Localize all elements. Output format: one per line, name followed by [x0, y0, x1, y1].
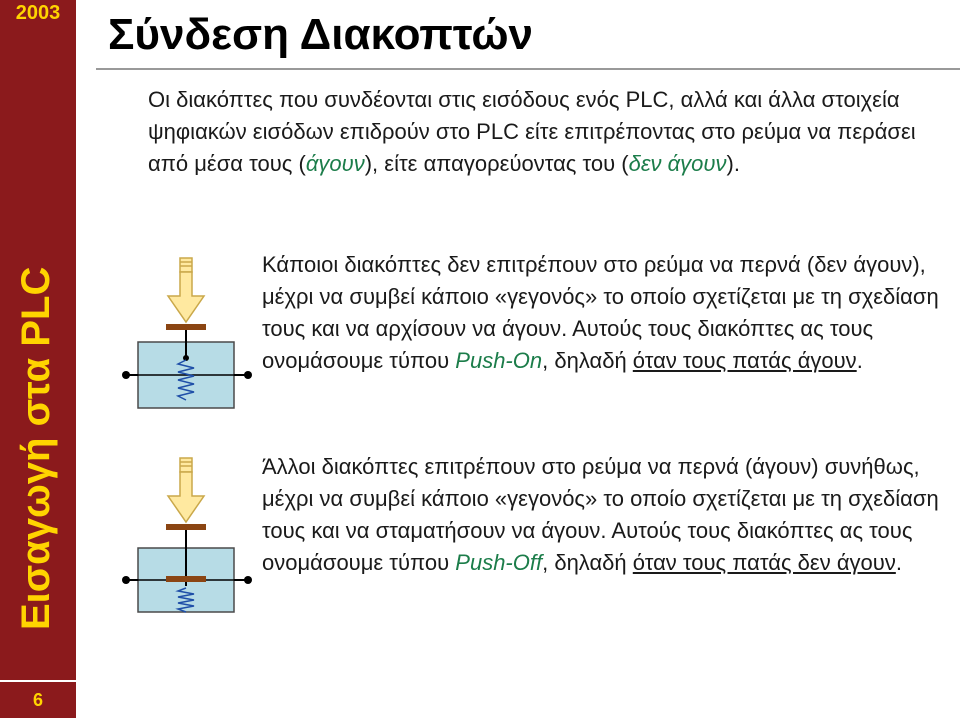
intro-text-2: ), είτε απαγορεύοντας του ( [364, 151, 629, 176]
push-off-text-3: . [895, 550, 902, 575]
sidebar-divider [0, 680, 76, 682]
upper-bar [166, 524, 206, 530]
push-off-term: Push-Off [455, 550, 543, 575]
terminal-right [244, 576, 252, 584]
push-off-text-1: Άλλοι διακόπτες επιτρέπουν στο ρεύμα να περνά (άγουν) συνήθως, μέχρι να συμβεί κάποιο «γεγονός» το οποίο σχετίζεται με τη σχεδίαση τους και να σταματήσουν να άγουν. Αυτούς τους διακόπτες ας τους ονομάσουμε τύπου [262, 454, 939, 575]
push-on-term: Push-On [455, 348, 543, 373]
push-arrow [168, 258, 204, 322]
slide-title: Σύνδεση Διακοπτών [108, 10, 533, 59]
intro-text-1: Οι διακόπτες που συνδέονται στις εισόδους ενός PLC, αλλά και άλλα στοιχεία ψηφιακών εισόδων επιδρούν στο PLC είτε επιτρέποντας στο ρεύμα να περάσει από μέσα τους ( [148, 87, 916, 176]
terminal-right [244, 371, 252, 379]
intro-no-conduct-term: δεν άγουν [628, 151, 727, 176]
intro-conduct-term: άγουν [305, 151, 365, 176]
terminal-left [122, 371, 130, 379]
push-on-summary: όταν τους πατάς άγουν [632, 348, 857, 373]
push-on-text-2: , δηλαδή [542, 348, 633, 373]
year-label: 2003 [15, 2, 61, 24]
push-off-summary: όταν τους πατάς δεν άγουν [632, 550, 896, 575]
vertical-course-title: Εισαγωγή στα PLC [14, 266, 58, 630]
push-on-paragraph [262, 249, 942, 377]
page-number: 6 [32, 690, 43, 710]
push-on-text-3: . [856, 348, 863, 373]
title-divider [96, 68, 960, 70]
terminal-left [122, 576, 130, 584]
push-on-text-1: Κάποιοι διακόπτες δεν επιτρέπουν στο ρεύμα να περνά (δεν άγουν), μέχρι να συμβεί κάποιο «γεγονός» το οποίο σχετίζεται με τη σχεδίαση τους και να αρχίσουν να άγουν. Αυτούς τους διακόπτες ας τους ονομάσουμε τύπου [262, 252, 939, 373]
push-on-switch-icon [118, 250, 258, 420]
contact-bar [166, 324, 206, 330]
push-off-paragraph [262, 451, 942, 579]
sidebar [0, 0, 76, 718]
contact-bar [166, 576, 206, 582]
push-off-text-2: , δηλαδή [542, 550, 633, 575]
intro-paragraph [148, 84, 938, 180]
push-off-switch-icon [118, 452, 258, 622]
push-arrow [168, 458, 204, 522]
intro-text-3: ). [726, 151, 740, 176]
